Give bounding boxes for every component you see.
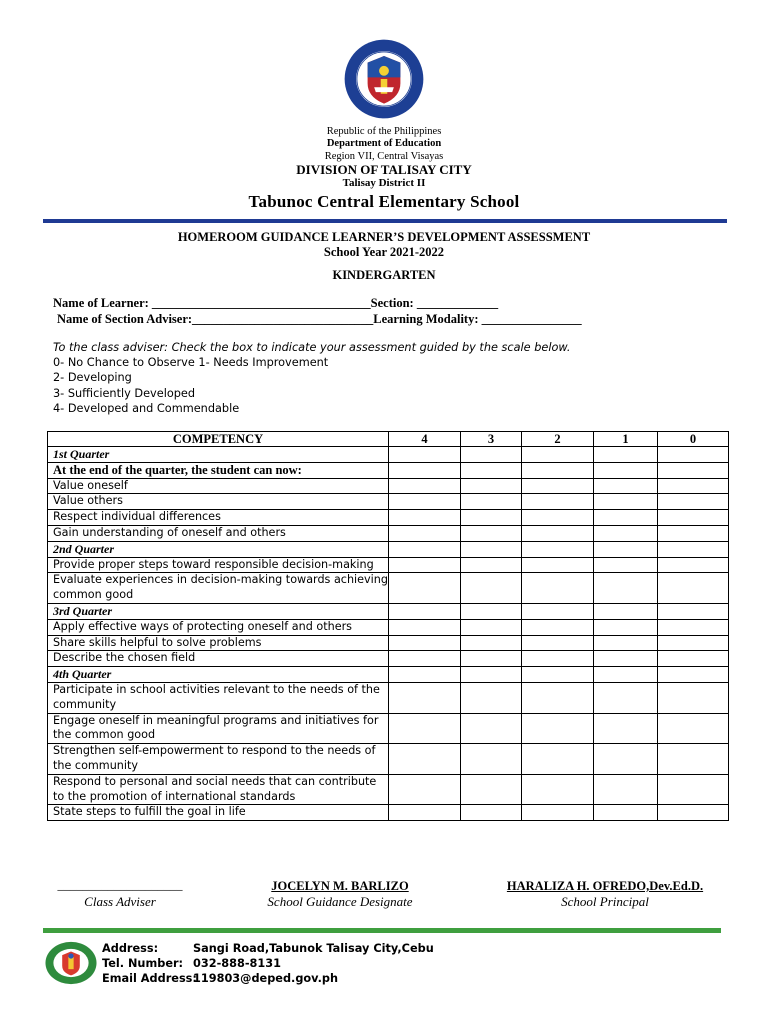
adviser-modality-fields[interactable]: Name of Section Adviser:_____________________________Learning Modality: ________________ <box>57 312 582 326</box>
score-2-checkbox-cell <box>522 462 594 478</box>
competency-row <box>48 744 729 775</box>
competency-row <box>48 525 729 541</box>
score-3-checkbox-cell[interactable] <box>461 682 522 713</box>
table-header-row <box>48 432 729 447</box>
score-1-checkbox-cell[interactable] <box>594 774 658 805</box>
score-0-checkbox-cell[interactable] <box>658 774 729 805</box>
score-0-checkbox-cell <box>658 541 729 557</box>
score-4-checkbox-cell <box>389 462 461 478</box>
tel-value: 032-888-8131 <box>193 957 281 970</box>
school-year: School Year 2021-2022 <box>323 245 445 259</box>
score-1-checkbox-cell <box>594 603 658 619</box>
score-4-checkbox-cell <box>389 541 461 557</box>
score-4-checkbox-cell[interactable] <box>389 573 461 604</box>
competency-text: Describe the chosen field <box>48 651 389 667</box>
score-4-checkbox-cell[interactable] <box>389 557 461 573</box>
competency-row <box>48 682 729 713</box>
email-label: Email Address: <box>102 972 197 985</box>
score-3-checkbox-cell[interactable] <box>461 713 522 744</box>
score-1-checkbox-cell[interactable] <box>594 525 658 541</box>
competency-row <box>48 635 729 651</box>
score-2-checkbox-cell[interactable] <box>522 682 594 713</box>
guidance-designate-role: School Guidance Designate <box>267 894 413 909</box>
score-3-checkbox-cell[interactable] <box>461 494 522 510</box>
score-0-checkbox-cell[interactable] <box>658 635 729 651</box>
competency-row <box>48 651 729 667</box>
score-4-checkbox-cell[interactable] <box>389 744 461 775</box>
header-line-republic: Republic of the Philippines <box>326 126 442 137</box>
score-3-checkbox-cell[interactable] <box>461 635 522 651</box>
principal-role: School Principal <box>561 894 649 909</box>
score-3-checkbox-cell[interactable] <box>461 525 522 541</box>
competency-text: Value oneself <box>48 478 389 494</box>
score-4-checkbox-cell <box>389 603 461 619</box>
score-0-checkbox-cell[interactable] <box>658 494 729 510</box>
score-0-checkbox-cell[interactable] <box>658 525 729 541</box>
address-value: Sangi Road,Tabunok Talisay City,Cebu <box>193 942 434 955</box>
score-4-checkbox-cell[interactable] <box>389 713 461 744</box>
score-2-checkbox-cell <box>522 667 594 683</box>
score-0-checkbox-cell[interactable] <box>658 557 729 573</box>
score-0-checkbox-cell <box>658 447 729 463</box>
header-line-region: Region VII, Central Visayas <box>324 151 444 162</box>
score-1-checkbox-cell[interactable] <box>594 651 658 667</box>
scale-item: 0- No Chance to Observe 1- Needs Improvement <box>53 356 329 369</box>
score-4-checkbox-cell <box>389 667 461 683</box>
quarter-row <box>48 541 729 557</box>
competency-text: Evaluate experiences in decision-making towards achieving common good <box>48 573 389 604</box>
score-1-checkbox-cell[interactable] <box>594 557 658 573</box>
score-4-checkbox-cell[interactable] <box>389 774 461 805</box>
score-0-checkbox-cell[interactable] <box>658 805 729 821</box>
guidance-designate-name: JOCELYN M. BARLIZO <box>271 879 409 893</box>
score-2-checkbox-cell[interactable] <box>522 573 594 604</box>
score-4-checkbox-cell <box>389 447 461 463</box>
header-competency: COMPETENCY <box>48 432 389 447</box>
score-0-checkbox-cell[interactable] <box>658 682 729 713</box>
header-score-3: 3 <box>461 432 522 447</box>
competency-text: At the end of the quarter, the student can now: <box>48 462 389 478</box>
score-4-checkbox-cell[interactable] <box>389 651 461 667</box>
quarter-label: 2nd Quarter <box>48 541 389 557</box>
score-0-checkbox-cell[interactable] <box>658 713 729 744</box>
competency-text: Respect individual differences <box>48 510 389 526</box>
score-1-checkbox-cell[interactable] <box>594 573 658 604</box>
score-3-checkbox-cell[interactable] <box>461 619 522 635</box>
score-3-checkbox-cell[interactable] <box>461 805 522 821</box>
score-2-checkbox-cell[interactable] <box>522 774 594 805</box>
quarter-row <box>48 447 729 463</box>
score-4-checkbox-cell[interactable] <box>389 525 461 541</box>
score-0-checkbox-cell[interactable] <box>658 478 729 494</box>
school-name: Tabunoc Central Elementary School <box>248 192 520 211</box>
score-3-checkbox-cell[interactable] <box>461 557 522 573</box>
competency-row <box>48 573 729 604</box>
score-1-checkbox-cell[interactable] <box>594 619 658 635</box>
score-1-checkbox-cell[interactable] <box>594 713 658 744</box>
score-1-checkbox-cell[interactable] <box>594 805 658 821</box>
quarter-row <box>48 603 729 619</box>
score-3-checkbox-cell[interactable] <box>461 478 522 494</box>
competency-table <box>47 431 729 821</box>
score-4-checkbox-cell[interactable] <box>389 510 461 526</box>
grade-level: KINDERGARTEN <box>332 268 436 282</box>
competency-row <box>48 713 729 744</box>
competency-row <box>48 557 729 573</box>
score-3-checkbox-cell <box>461 462 522 478</box>
score-1-checkbox-cell[interactable] <box>594 494 658 510</box>
score-0-checkbox-cell[interactable] <box>658 744 729 775</box>
header-score-4: 4 <box>389 432 461 447</box>
competency-text: Participate in school activities relevant to the needs of the community <box>48 682 389 713</box>
header-line-department: Department of Education <box>326 138 442 149</box>
quarter-label: 4th Quarter <box>48 667 389 683</box>
score-3-checkbox-cell <box>461 603 522 619</box>
address-label: Address: <box>102 942 159 955</box>
adviser-signature-line[interactable]: ____________________ <box>57 878 183 892</box>
score-1-checkbox-cell[interactable] <box>594 635 658 651</box>
competency-text: State steps to fulfill the goal in life <box>48 805 389 821</box>
score-3-checkbox-cell[interactable] <box>461 744 522 775</box>
competency-text: Gain understanding of oneself and others <box>48 525 389 541</box>
footer-rule <box>43 928 721 933</box>
score-2-checkbox-cell[interactable] <box>522 805 594 821</box>
competency-row <box>48 774 729 805</box>
score-4-checkbox-cell[interactable] <box>389 635 461 651</box>
score-2-checkbox-cell <box>522 541 594 557</box>
header-district: Talisay District II <box>342 177 426 189</box>
score-2-checkbox-cell[interactable] <box>522 651 594 667</box>
score-0-checkbox-cell[interactable] <box>658 510 729 526</box>
score-2-checkbox-cell[interactable] <box>522 525 594 541</box>
competency-text: Engage oneself in meaningful programs and initiatives for the common good <box>48 713 389 744</box>
score-1-checkbox-cell[interactable] <box>594 478 658 494</box>
score-3-checkbox-cell[interactable] <box>461 774 522 805</box>
score-1-checkbox-cell <box>594 462 658 478</box>
score-4-checkbox-cell[interactable] <box>389 682 461 713</box>
competency-text: Share skills helpful to solve problems <box>48 635 389 651</box>
competency-row <box>48 805 729 821</box>
score-2-checkbox-cell[interactable] <box>522 510 594 526</box>
competency-text: Provide proper steps toward responsible decision-making <box>48 557 389 573</box>
score-1-checkbox-cell <box>594 667 658 683</box>
quarter-row <box>48 667 729 683</box>
principal-name: HARALIZA H. OFREDO,Dev.Ed.D. <box>506 879 704 893</box>
score-3-checkbox-cell <box>461 447 522 463</box>
score-2-checkbox-cell[interactable] <box>522 713 594 744</box>
tel-label: Tel. Number: <box>102 957 184 970</box>
competency-text: Apply effective ways of protecting oneself and others <box>48 619 389 635</box>
instructions-lead: To the class adviser: Check the box to indicate your assessment guided by the scale below. <box>53 341 571 354</box>
learner-section-fields[interactable]: Name of Learner: ___________________________________Section: _____________ <box>53 296 499 310</box>
score-2-checkbox-cell[interactable] <box>522 478 594 494</box>
score-2-checkbox-cell[interactable] <box>522 494 594 510</box>
score-1-checkbox-cell[interactable] <box>594 682 658 713</box>
header-score-0: 0 <box>658 432 729 447</box>
score-3-checkbox-cell <box>461 541 522 557</box>
document-title: HOMEROOM GUIDANCE LEARNER’S DEVELOPMENT ASSESSMENT <box>177 230 591 244</box>
competency-text: Strengthen self-empowerment to respond to the needs of the community <box>48 744 389 775</box>
score-4-checkbox-cell[interactable] <box>389 619 461 635</box>
header-division: DIVISION OF TALISAY CITY <box>296 162 472 177</box>
quarter-label: 3rd Quarter <box>48 603 389 619</box>
competency-row <box>48 619 729 635</box>
scale-item: 3- Sufficiently Developed <box>53 387 196 400</box>
adviser-role: Class Adviser <box>84 894 156 909</box>
scale-item: 4- Developed and Commendable <box>53 402 240 415</box>
score-0-checkbox-cell[interactable] <box>658 619 729 635</box>
score-1-checkbox-cell <box>594 447 658 463</box>
score-0-checkbox-cell[interactable] <box>658 573 729 604</box>
heading-row <box>48 462 729 478</box>
score-4-checkbox-cell[interactable] <box>389 494 461 510</box>
score-2-checkbox-cell[interactable] <box>522 744 594 775</box>
header-rule <box>43 219 727 223</box>
score-0-checkbox-cell <box>658 667 729 683</box>
score-3-checkbox-cell[interactable] <box>461 651 522 667</box>
competency-text: Respond to personal and social needs that can contribute to the promotion of international standards <box>48 774 389 805</box>
score-0-checkbox-cell <box>658 603 729 619</box>
header-score-1: 1 <box>594 432 658 447</box>
competency-row <box>48 494 729 510</box>
score-1-checkbox-cell <box>594 541 658 557</box>
score-2-checkbox-cell[interactable] <box>522 619 594 635</box>
score-3-checkbox-cell <box>461 667 522 683</box>
score-4-checkbox-cell[interactable] <box>389 478 461 494</box>
competency-text: Value others <box>48 494 389 510</box>
score-2-checkbox-cell <box>522 603 594 619</box>
email-value: 119803@deped.gov.ph <box>193 972 339 985</box>
score-3-checkbox-cell[interactable] <box>461 510 522 526</box>
scale-item: 2- Developing <box>53 371 132 384</box>
deped-seal-logo <box>343 38 425 120</box>
header-score-2: 2 <box>522 432 594 447</box>
school-logo <box>44 941 98 985</box>
competency-row <box>48 510 729 526</box>
score-4-checkbox-cell[interactable] <box>389 805 461 821</box>
score-1-checkbox-cell[interactable] <box>594 744 658 775</box>
competency-row <box>48 478 729 494</box>
score-1-checkbox-cell[interactable] <box>594 510 658 526</box>
score-2-checkbox-cell <box>522 447 594 463</box>
score-2-checkbox-cell[interactable] <box>522 635 594 651</box>
score-0-checkbox-cell <box>658 462 729 478</box>
quarter-label: 1st Quarter <box>48 447 389 463</box>
score-0-checkbox-cell[interactable] <box>658 651 729 667</box>
score-3-checkbox-cell[interactable] <box>461 573 522 604</box>
score-2-checkbox-cell[interactable] <box>522 557 594 573</box>
